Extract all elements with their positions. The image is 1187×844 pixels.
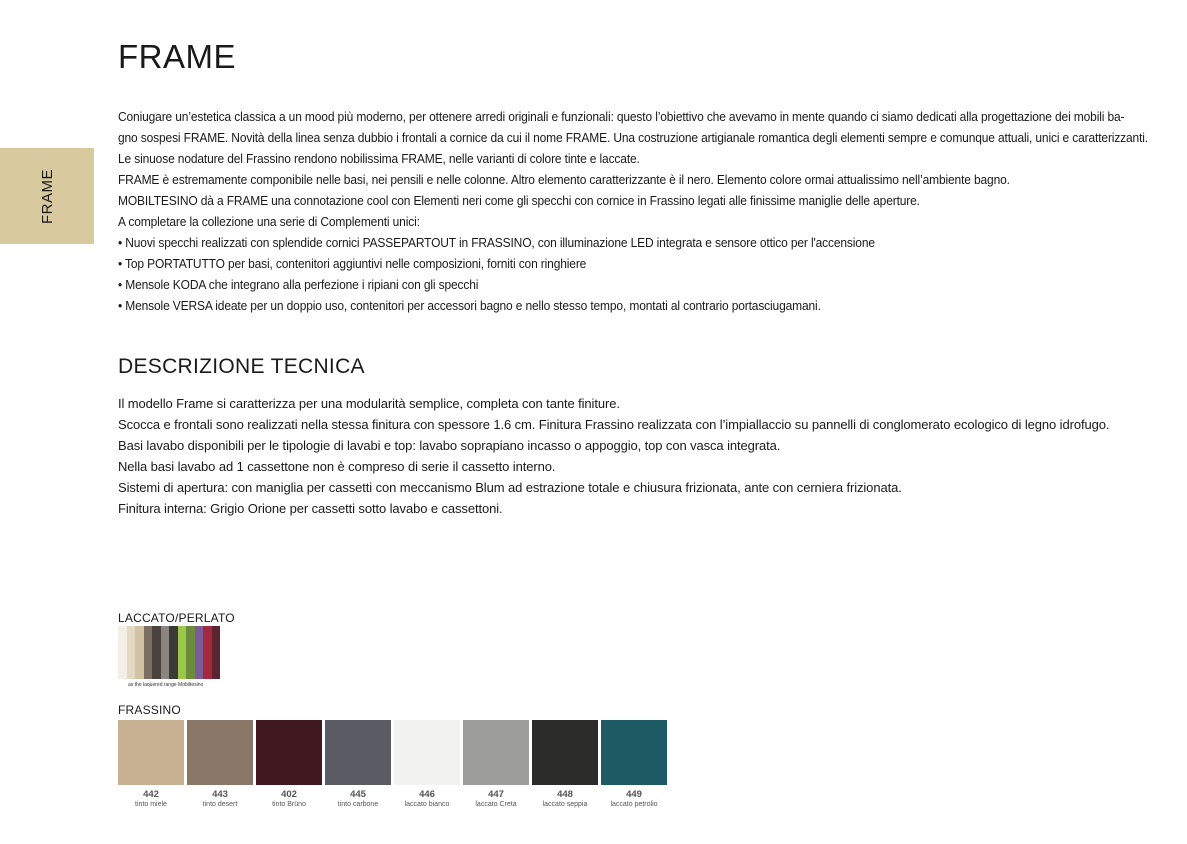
laccato-label: LACCATO/PERLATO	[118, 611, 235, 625]
tech-line: Scocca e frontali sono realizzati nella stessa finitura con spessore 1.6 cm. Finitura Frassino realizzata con l’impiallaccio su pannelli di conglomerato ecologico di legno idrofugo.	[118, 417, 1110, 432]
laccato-color-chip[interactable]	[169, 626, 178, 679]
laccato-color-chip[interactable]	[135, 626, 144, 679]
page-title: FRAME	[118, 38, 236, 75]
finish-name: tinto miele	[135, 801, 167, 808]
intro-line: FRAME è estremamente componibile nelle basi, nei pensili e nelle colonne. Altro elemento caratterizzante è il nero. Elemento colore ormai attualissimo nell’ambiente bagno.	[118, 173, 1010, 187]
finish-code: 447	[488, 789, 504, 800]
side-tab-label: FRAME	[38, 168, 56, 224]
intro-line: • Nuovi specchi realizzati con splendide cornici PASSEPARTOUT in FRASSINO, con illuminazione LED integrata e sensore ottico per l'accensione	[118, 236, 875, 250]
laccato-color-chip[interactable]	[203, 626, 212, 679]
finish-name: laccato petrolio	[610, 801, 658, 808]
finish-code: 443	[212, 789, 228, 800]
finish-code: 402	[281, 789, 297, 800]
tech-line: Sistemi di apertura: con maniglia per cassetti con meccanismo Blum ad estrazione totale e chiusura frizionata, ante con cerniera frizionata.	[118, 480, 902, 495]
finish-name: tinto carbone	[337, 801, 379, 808]
finish-name: tinto desert	[202, 801, 238, 808]
side-tab[interactable]	[0, 148, 94, 244]
laccato-color-chip[interactable]	[144, 626, 153, 679]
tech-line: Il modello Frame si caratterizza per una modularità semplice, completa con tante finiture.	[118, 396, 620, 411]
intro-line: Le sinuose nodature del Frassino rendono nobilissima FRAME, nelle varianti di colore tinte e laccate.	[118, 152, 640, 166]
finish-swatch-color[interactable]	[532, 720, 598, 785]
laccato-color-chip[interactable]	[127, 626, 136, 679]
finish-swatch[interactable]	[118, 720, 184, 809]
finish-swatch-color[interactable]	[394, 720, 460, 785]
finish-swatch[interactable]	[256, 720, 322, 809]
tech-line: Finitura interna: Grigio Orione per cassetti sotto lavabo e cassettoni.	[118, 501, 503, 516]
intro-line: MOBILTESINO dà a FRAME una connotazione cool con Elementi neri come gli specchi con cornice in Frassino legati alle finissime maniglie delle aperture.	[118, 194, 920, 208]
finish-name: laccato seppia	[542, 801, 588, 808]
laccato-color-chip[interactable]	[152, 626, 161, 679]
laccato-caption: as the laquered range Mobiltesino	[128, 682, 204, 688]
intro-line: A completare la collezione una serie di Complementi unici:	[118, 215, 420, 229]
laccato-color-chip[interactable]	[118, 626, 127, 679]
finish-swatch[interactable]	[325, 720, 391, 809]
finish-code: 446	[419, 789, 435, 800]
intro-line: • Top PORTATUTTO per basi, contenitori aggiuntivi nelle composizioni, forniti con ringhiere	[118, 257, 587, 271]
finish-code: 448	[557, 789, 573, 800]
tech-line: Basi lavabo disponibili per le tipologie di lavabi e top: lavabo soprapiano incasso o appoggio, top con vasca integrata.	[118, 438, 781, 453]
finish-name: tinto Brüno	[272, 801, 306, 808]
finish-code: 449	[626, 789, 642, 800]
laccato-color-chip[interactable]	[186, 626, 195, 679]
laccato-color-chip[interactable]	[195, 626, 204, 679]
frassino-swatches	[118, 720, 667, 809]
finish-code: 445	[350, 789, 366, 800]
intro-line: • Mensole VERSA ideate per un doppio uso, contenitori per accessori bagno e nello stesso tempo, montati al contrario portasciugamani.	[118, 299, 821, 313]
laccato-color-chip[interactable]	[178, 626, 187, 679]
finish-swatch-color[interactable]	[187, 720, 253, 785]
finish-name: laccato bianco	[404, 801, 450, 808]
finish-swatch[interactable]	[463, 720, 529, 809]
finish-swatch[interactable]	[187, 720, 253, 809]
intro-line: Coniugare un’estetica classica a un mood più moderno, per ottenere arredi originali e funzionali: questo l’obiettivo che avevamo in mente quando ci siamo dedicati alla progettazione dei mobili ba-	[118, 110, 1125, 124]
frassino-label: FRASSINO	[118, 703, 181, 717]
finish-name: laccato Creta	[475, 801, 517, 808]
finish-swatch-color[interactable]	[256, 720, 322, 785]
finish-swatch[interactable]	[601, 720, 667, 809]
laccato-color-chip[interactable]	[212, 626, 221, 679]
tech-line: Nella basi lavabo ad 1 cassettone non è compreso di serie il cassetto interno.	[118, 459, 556, 474]
tech-text	[118, 393, 1148, 519]
laccato-color-chip[interactable]	[161, 626, 170, 679]
finish-swatch-color[interactable]	[463, 720, 529, 785]
finish-swatch-color[interactable]	[601, 720, 667, 785]
intro-line: gno sospesi FRAME. Novità della linea senza dubbio i frontali a cornice da cui il nome FRAME. Una costruzione artigianale romantica degli elementi sempre e comunque attuali, unici e caratterizzanti.	[118, 131, 1148, 145]
intro-text	[118, 107, 1148, 317]
finish-swatch-color[interactable]	[118, 720, 184, 785]
finish-swatch[interactable]	[532, 720, 598, 809]
laccato-color-strip[interactable]	[118, 626, 220, 679]
tech-section-title: DESCRIZIONE TECNICA	[118, 355, 365, 378]
finish-swatch[interactable]	[394, 720, 460, 809]
finish-code: 442	[143, 789, 159, 800]
intro-line: • Mensole KODA che integrano alla perfezione i ripiani con gli specchi	[118, 278, 479, 292]
finish-swatch-color[interactable]	[325, 720, 391, 785]
